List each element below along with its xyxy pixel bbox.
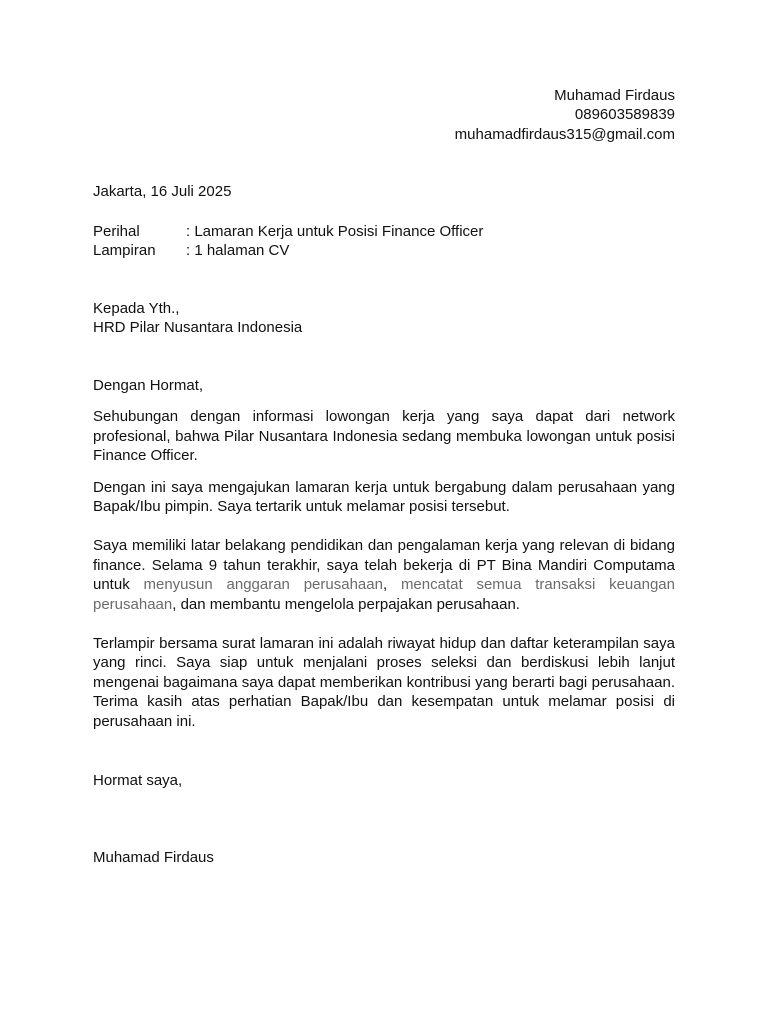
recipient-block <box>93 299 302 338</box>
paragraph-3-text-a: Saya memiliki latar belakang pendidikan dan pengalaman kerja yang relevan di bidang finance. Selama 9 tahun terakhir, saya telah bekerja di PT Bina Mandiri Computama untuk <box>93 537 675 594</box>
paragraph-4: Terlampir bersama surat lamaran ini adalah riwayat hidup dan daftar keterampilan saya yang rinci. Saya siap untuk menjalani proses seleksi dan berdiskusi lebih lanjut mengenai bagaimana saya dapat memberikan kontribusi yang berarti bagi perusahaan. Terima kasih atas perhatian Bapak/Ibu dan kesempatan untuk melamar posisi di perusahaan ini. <box>93 635 675 730</box>
lampiran-row <box>93 241 483 260</box>
recipient-line-2: HRD Pilar Nusantara Indonesia <box>93 319 303 337</box>
perihal-value: : Lamaran Kerja untuk Posisi Finance Officer <box>186 223 484 240</box>
sender-name: Muhamad Firdaus <box>554 87 675 104</box>
paragraph-3 <box>93 536 675 614</box>
subject-block <box>93 222 483 261</box>
paragraph-3-text-e: , dan membantu mengelola perpajakan perusahaan. <box>172 595 520 613</box>
signature-name: Muhamad Firdaus <box>93 849 214 866</box>
perihal-label: Perihal <box>93 223 140 240</box>
letter-date: Jakarta, 16 Juli 2025 <box>93 183 232 200</box>
paragraph-3-text-c: , <box>382 576 401 594</box>
sender-block <box>455 86 675 144</box>
lampiran-label: Lampiran <box>93 242 156 260</box>
paragraph-1: Sehubungan dengan informasi lowongan kerja yang saya dapat dari network profesional, bahwa Pilar Nusantara Indonesia sedang membuka lowongan untuk posisi Finance Officer. <box>93 408 675 465</box>
lampiran-value: : 1 halaman CV <box>186 242 290 260</box>
greeting: Dengan Hormat, <box>93 377 204 394</box>
paragraph-3-highlight-1: menyusun anggaran perusahaan <box>143 576 383 594</box>
paragraph-2: Dengan ini saya mengajukan lamaran kerja untuk bergabung dalam perusahaan yang Bapak/Ibu pimpin. Saya tertarik untuk melamar posisi tersebut. <box>93 478 675 516</box>
letter-body <box>93 376 675 731</box>
paragraph-3-highlight-2: mencatat semua transaksi keuangan perusahaan <box>93 576 675 613</box>
recipient-line-1: Kepada Yth., <box>93 300 180 317</box>
perihal-row <box>93 222 483 241</box>
sender-email: muhamadfirdaus315@gmail.com <box>454 125 675 143</box>
sender-phone: 089603589839 <box>574 106 675 124</box>
closing: Hormat saya, <box>93 772 183 789</box>
